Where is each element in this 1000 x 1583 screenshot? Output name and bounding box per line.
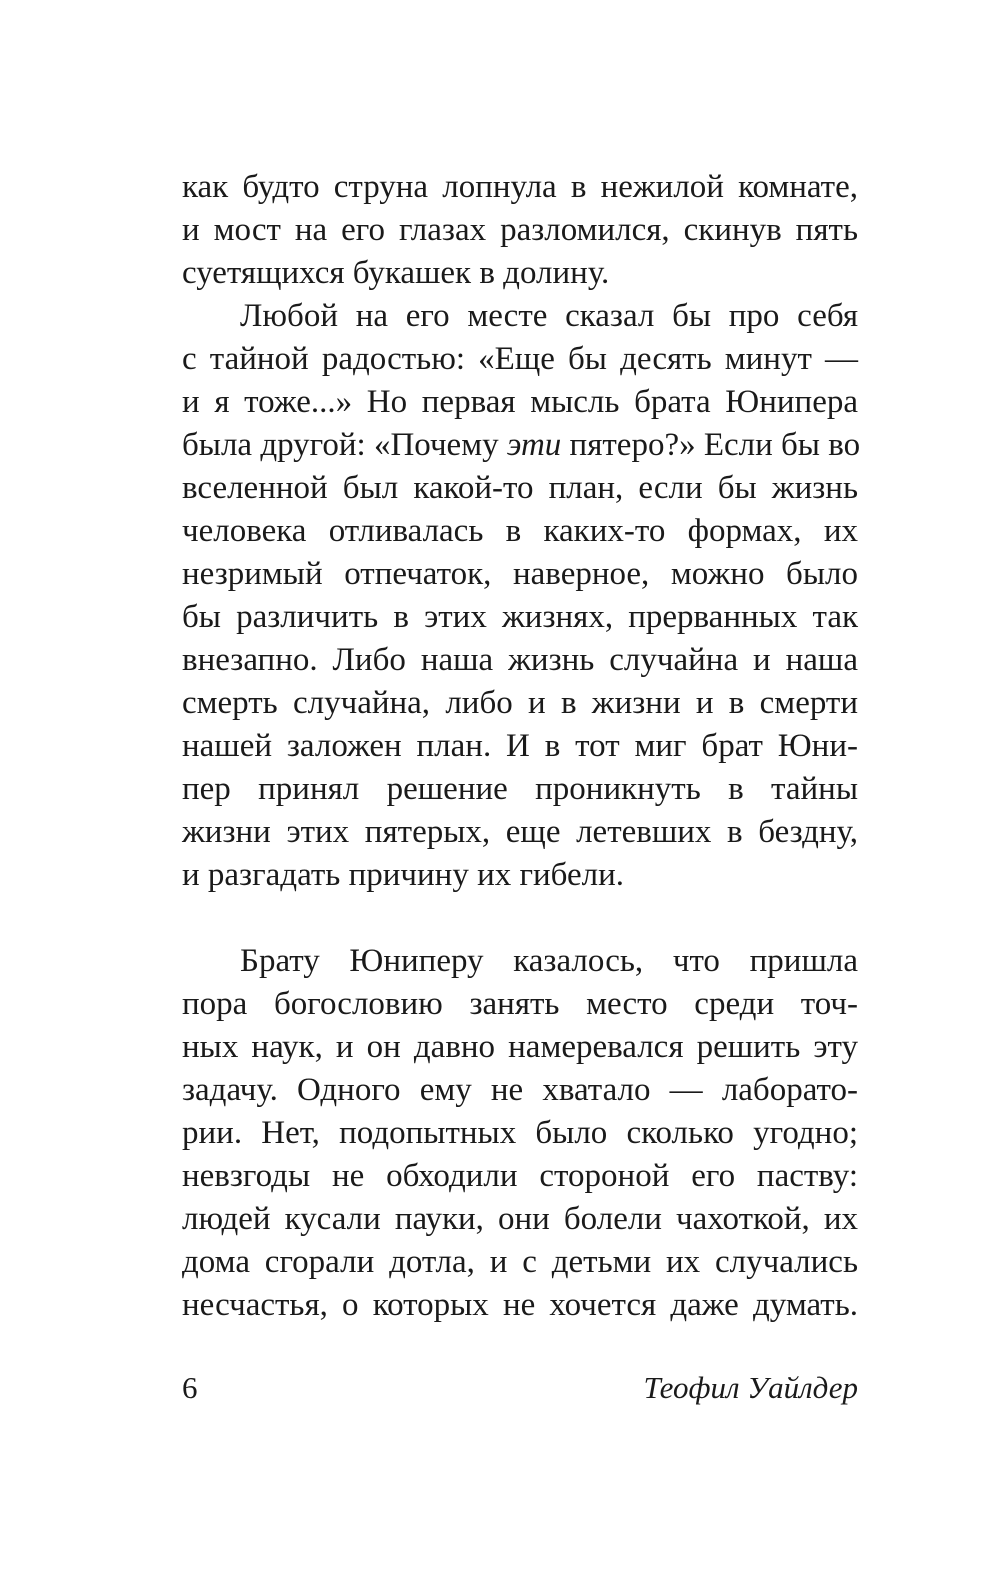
text-line: и мост на его глазах разломился, скинув пять xyxy=(182,212,858,248)
paragraph xyxy=(182,166,858,295)
text-line: человека отливалась в каких-то формах, их xyxy=(182,513,858,549)
text-line: жизни этих пятерых, еще летевших в бездну, xyxy=(182,814,858,850)
text-line: внезапно. Либо наша жизнь случайна и наша xyxy=(182,642,858,678)
page-footer xyxy=(182,1368,858,1408)
text-line: бы различить в этих жизнях, прерванных так xyxy=(182,599,858,635)
text-line: дома сгорали дотла, и с детьми их случались xyxy=(182,1244,858,1280)
text-line: Любой на его месте сказал бы про себя xyxy=(240,298,858,334)
text-line xyxy=(182,424,861,467)
text-segment: пятеро?» Если бы во xyxy=(561,427,861,463)
text-line: пора богословию занять место среди точ- xyxy=(182,986,858,1022)
text-line: рии. Нет, подопытных было сколько угодно; xyxy=(182,1115,858,1151)
text-line: как будто струна лопнула в нежилой комнате, xyxy=(182,169,858,205)
paragraph xyxy=(182,295,861,897)
text-line: ных наук, и он давно намеревался решить эту xyxy=(182,1029,858,1065)
book-page-body xyxy=(182,166,861,1327)
text-line: суетящихся букашек в долину. xyxy=(182,255,610,291)
text-line: Брату Юниперу казалось, что пришла xyxy=(240,943,858,979)
text-line: с тайной радостью: «Еще бы десять минут — xyxy=(182,341,858,377)
section-break xyxy=(182,897,858,940)
text-line: задачу. Одного ему не хватало — лаборато- xyxy=(182,1072,858,1108)
page-number: 6 xyxy=(182,1370,198,1405)
text-line: и я тоже...» Но первая мысль брата Юнипера xyxy=(182,384,858,420)
text-segment: была другой: «Почему xyxy=(182,427,507,463)
text-line: несчастья, о которых не хочется даже думать. xyxy=(182,1287,858,1323)
text-line: незримый отпечаток, наверное, можно было xyxy=(182,556,858,592)
text-line: смерть случайна, либо и в жизни и в смерти xyxy=(182,685,858,721)
text-line: невзгоды не обходили стороной его паству: xyxy=(182,1158,858,1194)
paragraph xyxy=(182,940,858,1327)
text-line: людей кусали пауки, они болели чахоткой, их xyxy=(182,1201,858,1237)
text-line: вселенной был какой-то план, если бы жизнь xyxy=(182,470,858,506)
text-line: нашей заложен план. И в тот миг брат Юни- xyxy=(182,728,858,764)
running-head-author: Теофил Уайлдер xyxy=(643,1370,858,1405)
italic-emphasis: эти xyxy=(506,427,562,463)
text-line: пер принял решение проникнуть в тайны xyxy=(182,771,858,807)
text-line: и разгадать причину их гибели. xyxy=(182,857,625,893)
